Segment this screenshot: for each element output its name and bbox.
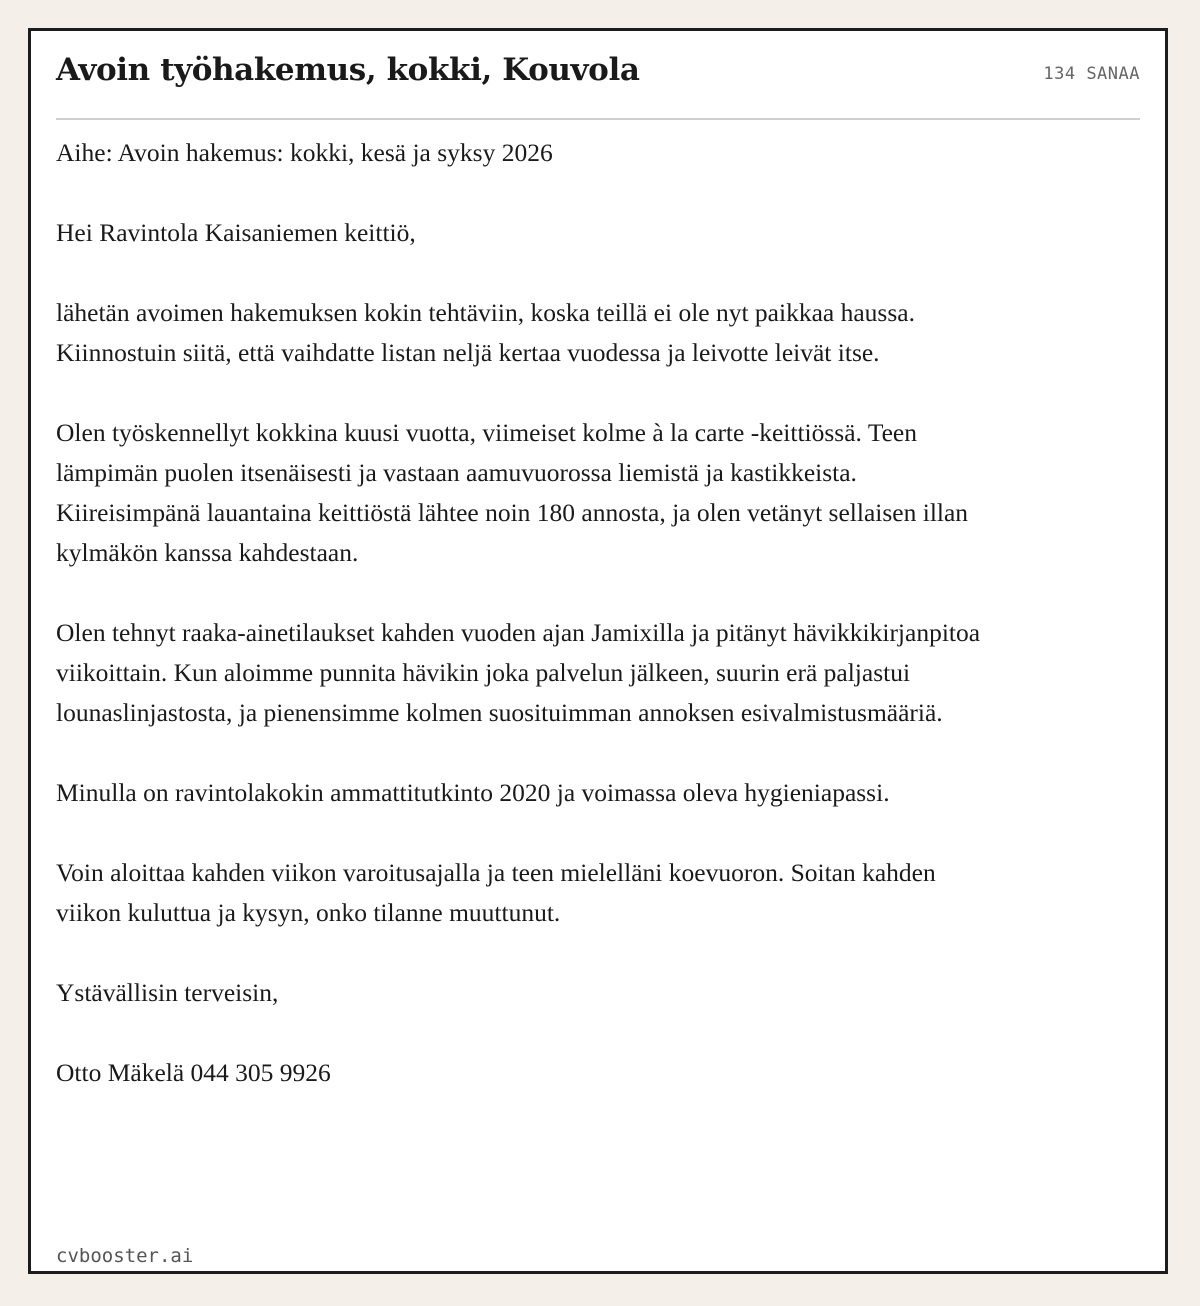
- letter-greeting: Hei Ravintola Kaisaniemen keittiö,: [56, 218, 416, 247]
- cover-letter-card: [28, 28, 1168, 1274]
- letter-title: Avoin työhakemus, kokki, Kouvola: [56, 52, 640, 88]
- letter-paragraph: Minulla on ravintolakokin ammattitutkinto 2020 ja voimassa oleva hygieniapassi.: [56, 778, 890, 807]
- letter-paragraph: Olen työskennellyt kokkina kuusi vuotta, viimeiset kolme à la carte -keittiössä. Teen lämpimän puolen itsenäisesti ja vastaan aamuvuorossa liemistä ja kastikkeista. Kiireisimpänä lauantaina keittiöstä lähtee noin 180 annosta, ja olen vetänyt sellaisen illan kylmäkön kanssa kahdestaan.: [56, 418, 969, 567]
- word-count-badge: 134 SANAA: [1043, 64, 1140, 84]
- letter-header: [56, 31, 1140, 120]
- letter-paragraph: Olen tehnyt raaka-ainetilaukset kahden vuoden ajan Jamixilla ja pitänyt hävikkikirjanpitoa viikoittain. Kun aloimme punnita hävikin joka palvelun jälkeen, suurin erä paljastui lounaslinjastosta, ja pienensimme kolmen suosituimman annoksen esivalmistusmääriä.: [56, 618, 981, 727]
- footer-brand: cvbooster.ai: [56, 1245, 194, 1267]
- letter-body: [56, 133, 996, 1133]
- letter-signature: Otto Mäkelä 044 305 9926: [56, 1058, 331, 1087]
- letter-closing: Ystävällisin terveisin,: [56, 978, 279, 1007]
- letter-paragraph: Voin aloittaa kahden viikon varoitusajalla ja teen mielelläni koevuoron. Soitan kahden viikon kuluttua ja kysyn, onko tilanne muuttunut.: [56, 858, 936, 927]
- letter-paragraph: lähetän avoimen hakemuksen kokin tehtäviin, koska teillä ei ole nyt paikkaa haussa. Kiinnostuin siitä, että vaihdatte listan neljä kertaa vuodessa ja leivotte leivät itse.: [56, 298, 915, 367]
- letter-subject: Aihe: Avoin hakemus: kokki, kesä ja syksy 2026: [56, 138, 553, 167]
